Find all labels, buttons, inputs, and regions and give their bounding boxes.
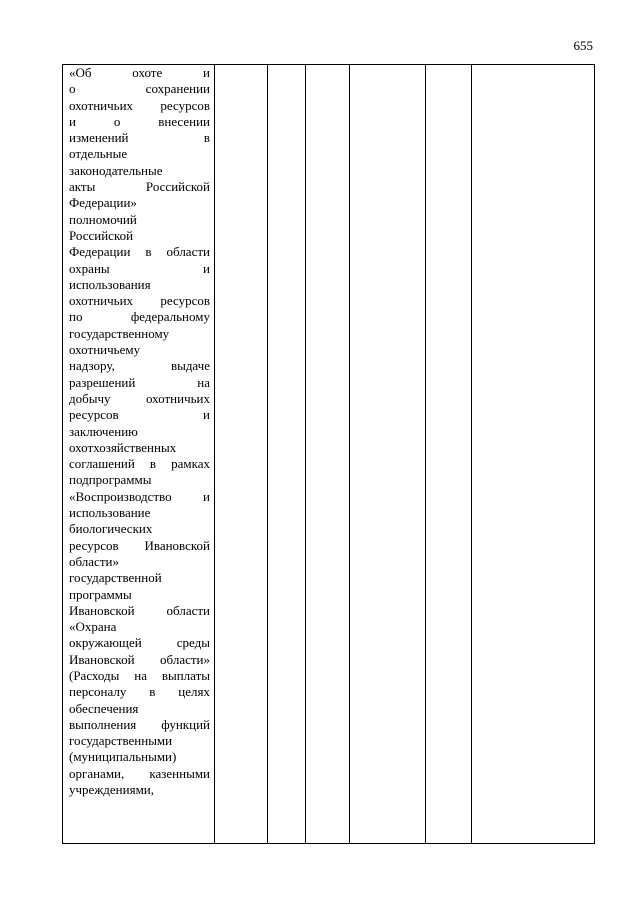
description-line: государственными xyxy=(69,733,173,749)
description-cell xyxy=(63,65,215,844)
description-line: Ивановской области xyxy=(69,602,210,618)
budget-table xyxy=(62,64,595,844)
description-line: «Охрана xyxy=(69,619,117,635)
description-line: охотничьему xyxy=(69,342,141,358)
table-cell-5 xyxy=(426,65,472,844)
description-line: ресурсов Ивановской xyxy=(69,537,210,553)
description-line: законодательные xyxy=(69,162,163,178)
description-line: надзору, выдаче xyxy=(69,358,210,374)
table-cell-6 xyxy=(472,65,595,844)
description-line: о сохранении xyxy=(69,81,210,97)
description-line: охотничьих ресурсов xyxy=(69,97,210,113)
description-line: «Воспроизводство и xyxy=(69,488,210,504)
description-line: ресурсов и xyxy=(69,407,210,423)
description-line: выполнения функций xyxy=(69,716,210,732)
table-cell-3 xyxy=(306,65,350,844)
table-cell-1 xyxy=(215,65,268,844)
description-line: (Расходы на выплаты xyxy=(69,667,210,683)
description-line: заключению xyxy=(69,423,138,439)
table-cell-2 xyxy=(268,65,306,844)
description-line: Федерации в области xyxy=(69,244,210,260)
description-line: использования xyxy=(69,276,151,292)
description-line: учреждениями, xyxy=(69,782,155,798)
table-cell-4 xyxy=(350,65,426,844)
description-line: Федерации» xyxy=(69,195,137,211)
description-line: полномочий xyxy=(69,211,137,227)
description-line: области» xyxy=(69,553,119,569)
description-line: охотхозяйственных xyxy=(69,439,177,455)
description-line: государственному xyxy=(69,325,170,341)
page-number: 655 xyxy=(573,38,593,53)
description-line: органами, казенными xyxy=(69,765,210,781)
description-line: программы xyxy=(69,586,132,602)
description-line: подпрограммы xyxy=(69,472,152,488)
description-line: охотничьих ресурсов xyxy=(69,293,210,309)
table-row xyxy=(63,65,595,844)
description-line: «Об охоте и xyxy=(69,65,210,80)
description-line: персоналу в целях xyxy=(69,684,210,700)
description-text xyxy=(69,65,210,798)
description-line: обеспечения xyxy=(69,700,139,716)
description-line: Российской xyxy=(69,227,134,243)
description-line: использование xyxy=(69,505,151,521)
description-line: и о внесении xyxy=(69,113,210,129)
description-line: биологических xyxy=(69,521,153,537)
description-line: разрешений на xyxy=(69,374,210,390)
description-line: (муниципальными) xyxy=(69,749,177,765)
description-line: окружающей среды xyxy=(69,635,210,651)
description-line: изменений в xyxy=(69,130,210,146)
description-line: по федеральному xyxy=(69,309,210,325)
description-line: акты Российской xyxy=(69,179,210,195)
description-line: охраны и xyxy=(69,260,210,276)
description-line: государственной xyxy=(69,570,162,586)
description-line: соглашений в рамках xyxy=(69,456,210,472)
description-line: Ивановской области» xyxy=(69,651,210,667)
description-line: добычу охотничьих xyxy=(69,390,210,406)
description-line: отдельные xyxy=(69,146,128,162)
